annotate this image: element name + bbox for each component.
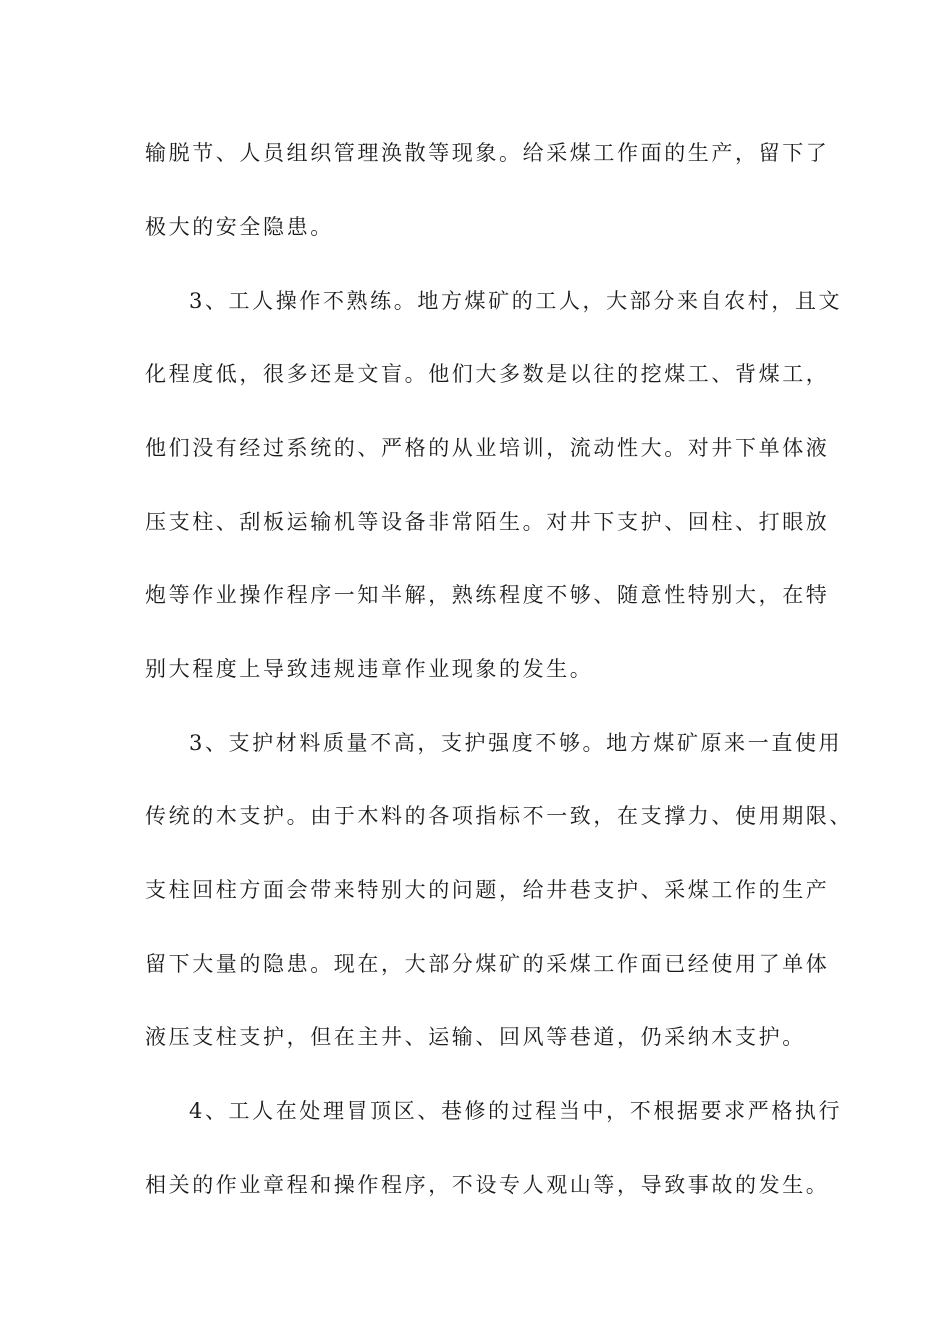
text-line: 留下大量的隐患。现在，大部分煤矿的采煤工作面已经使用了单体: [145, 952, 830, 976]
text-line: 化程度低，很多还是文盲。他们大多数是以往的挖煤工、背煤工，: [145, 362, 830, 386]
text-line: 支柱回柱方面会带来特别大的问题，给井巷支护、采煤工作的生产: [145, 878, 830, 902]
text-line: 别大程度上导致违规违章作业现象的发生。: [145, 657, 594, 681]
text-line: 压支柱、刮板运输机等设备非常陌生。对井下支护、回柱、打眼放: [145, 510, 830, 534]
text-line: 相关的作业章程和操作程序，不设专人观山等，导致事故的发生。: [145, 1173, 830, 1197]
text-line: 液压支柱支护，但在主井、运输、回风等巷道，仍采纳木支护。: [145, 1025, 806, 1049]
text-line: 输脱节、人员组织管理涣散等现象。给采煤工作面的生产，留下了: [145, 141, 830, 165]
paragraph-start-line: 4、工人在处理冒顶区、巷修的过程当中，不根据要求严格执行: [189, 1099, 843, 1123]
text-line: 炮等作业操作程序一知半解，熟练程度不够、随意性特别大，在特: [145, 583, 830, 607]
paragraph-start-line: 3、工人操作不熟练。地方煤矿的工人，大部分来自农村，且文: [189, 289, 843, 313]
text-line: 传统的木支护。由于木料的各项指标不一致，在支撑力、使用期限、: [145, 804, 853, 828]
text-line: 极大的安全隐患。: [145, 215, 334, 239]
text-line: 他们没有经过系统的、严格的从业培训，流动性大。对井下单体液: [145, 436, 830, 460]
paragraph-start-line: 3、支护材料质量不高，支护强度不够。地方煤矿原来一直使用: [189, 731, 843, 755]
